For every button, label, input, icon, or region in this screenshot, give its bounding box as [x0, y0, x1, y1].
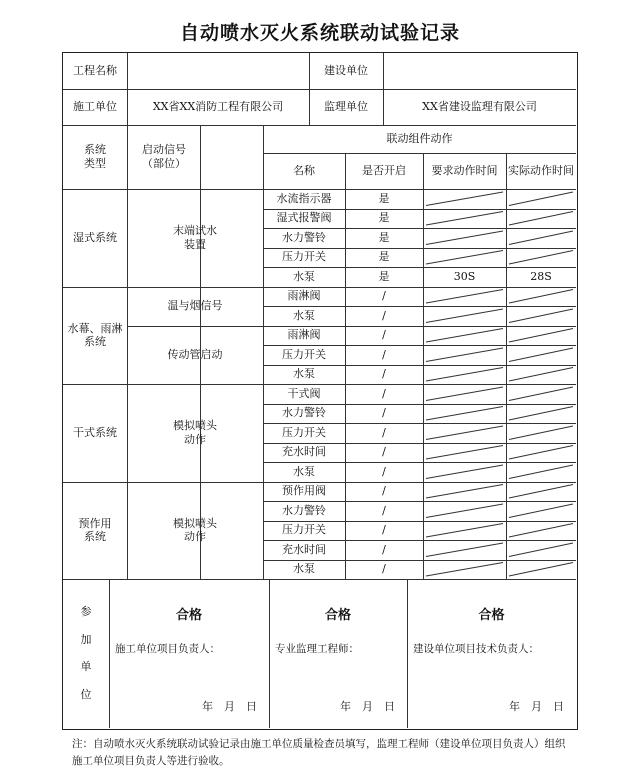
component-name-cell: 压力开关	[282, 250, 326, 264]
hatch-line	[426, 212, 503, 226]
system-type-cell: 预作用 系统	[78, 516, 112, 544]
is-open-cell: /	[382, 445, 386, 459]
is-open-cell: 是	[378, 250, 390, 264]
is-open-cell: /	[382, 503, 386, 517]
hatch-line	[509, 348, 573, 362]
verdict-text: 合格	[324, 607, 351, 623]
required-time-cell: 30S	[453, 269, 476, 283]
project-name-label: 工程名称	[73, 64, 117, 78]
component-name-cell: 水泵	[293, 308, 315, 322]
hatch-line	[426, 309, 503, 323]
linkage-action-header: 联动组件动作	[386, 132, 453, 146]
hatch-line	[509, 231, 573, 245]
is-open-cell: /	[382, 308, 386, 322]
hatch-line	[509, 465, 573, 479]
name-header: 名称	[293, 164, 315, 178]
required-time-header: 要求动作时间	[431, 164, 498, 178]
is-open-cell: /	[382, 523, 386, 537]
hatch-line	[426, 231, 503, 245]
signatory-role: 专业监理工程师：	[275, 643, 359, 655]
hatch-line	[426, 192, 503, 206]
verdict-text: 合格	[478, 607, 505, 623]
component-name-cell: 预作用阀	[282, 484, 326, 498]
hatch-line	[426, 504, 503, 518]
hatch-line	[509, 407, 573, 421]
contractor-value: XX省XX消防工程有限公司	[152, 100, 284, 114]
grid-line	[423, 153, 424, 579]
project-name-value	[127, 53, 309, 89]
hatch-line	[426, 251, 503, 265]
component-name-cell: 充水时间	[282, 542, 326, 556]
group-divider	[63, 579, 576, 580]
hatch-line	[509, 387, 573, 401]
component-name-cell: 压力开关	[282, 523, 326, 537]
footnote: 注：自动喷水灭火系统联动试验记录由施工单位质量检查员填写，监理工程师（建设单位项目负责人）组织施工单位项目负责人等进行验收。	[72, 738, 566, 767]
hatch-line	[426, 329, 503, 343]
signature-date: 年 月 日	[340, 700, 395, 714]
hatch-line	[509, 329, 573, 343]
hatch-line	[509, 368, 573, 382]
hatch-line	[509, 563, 573, 577]
is-open-cell: /	[382, 425, 386, 439]
component-name-cell: 湿式报警阀	[276, 211, 332, 225]
is-open-cell: 是	[378, 230, 390, 244]
system-type-cell: 湿式系统	[73, 230, 117, 244]
verdict-text: 合格	[175, 607, 202, 623]
hatch-line	[426, 524, 503, 538]
is-open-cell: 是	[378, 269, 390, 283]
hatch-line	[426, 387, 503, 401]
builder-label: 建设单位	[324, 64, 368, 78]
signature-date: 年 月 日	[509, 700, 564, 714]
trigger-signal-cell: 模拟喷头 动作	[173, 516, 217, 544]
hatch-line	[509, 504, 573, 518]
signature-date: 年 月 日	[202, 700, 257, 714]
hatch-line	[426, 485, 503, 499]
hatch-line	[509, 212, 573, 226]
system-type-cell: 干式系统	[73, 425, 117, 439]
is-open-cell: /	[382, 464, 386, 478]
is-open-cell: 是	[378, 211, 390, 225]
supervisor-value: XX省建设监理有限公司	[422, 100, 537, 114]
signatory-role: 施工单位项目负责人：	[115, 643, 220, 655]
is-open-cell: /	[382, 289, 386, 303]
trigger-signal-cell: 模拟喷头 动作	[173, 419, 217, 446]
component-name-cell: 水泵	[293, 562, 315, 576]
system-type-header: 系统 类型	[84, 143, 106, 170]
is-open-cell: /	[382, 386, 386, 400]
is-open-header: 是否开启	[362, 164, 406, 178]
hatch-line	[509, 290, 573, 304]
hatch-line	[426, 446, 503, 460]
trigger-signal-cell: 末端试水 装置	[173, 224, 217, 251]
linkage-test-form	[62, 52, 578, 730]
trigger-signal-cell: 传动管启动	[167, 347, 223, 361]
component-name-cell: 压力开关	[282, 425, 326, 439]
hatch-line	[426, 368, 503, 382]
is-open-cell: /	[382, 328, 386, 342]
is-open-cell: /	[382, 542, 386, 556]
hatch-line	[426, 348, 503, 362]
system-type-cell: 水幕、雨淋 系统	[67, 321, 123, 349]
is-open-cell: /	[382, 367, 386, 381]
contractor-label: 施工单位	[73, 100, 117, 114]
component-name-cell: 水泵	[293, 269, 315, 283]
component-name-cell: 水力警铃	[282, 406, 326, 420]
grid-line	[506, 153, 507, 579]
component-name-cell: 压力开关	[282, 347, 326, 361]
component-name-cell: 充水时间	[282, 445, 326, 459]
builder-value	[383, 53, 576, 89]
component-name-cell: 干式阀	[287, 386, 321, 400]
component-name-cell: 水流指示器	[276, 191, 332, 205]
actual-time-cell: 28S	[530, 269, 552, 283]
hatch-line	[426, 290, 503, 304]
hatch-line	[426, 563, 503, 577]
actual-time-header: 实际动作时间	[508, 164, 574, 178]
component-name-cell: 雨淋阀	[287, 289, 321, 303]
component-name-cell: 水力警铃	[282, 230, 326, 244]
hatch-line	[509, 251, 573, 265]
hatch-line	[509, 426, 573, 440]
component-name-cell: 雨淋阀	[287, 328, 321, 342]
hatch-line	[426, 407, 503, 421]
is-open-cell: /	[382, 347, 386, 361]
hatch-line	[509, 309, 573, 323]
trigger-signal-header: 启动信号 （部位）	[142, 143, 186, 170]
form-title: 自动喷水灭火系统联动试验记录	[179, 22, 460, 44]
hatch-line	[509, 543, 573, 557]
signatory-role: 建设单位项目技术负责人：	[413, 643, 539, 655]
is-open-cell: 是	[378, 191, 390, 205]
hatch-line	[509, 446, 573, 460]
participating-units-label: 参 加 单 位	[80, 605, 92, 701]
hatch-line	[509, 192, 573, 206]
hatch-line	[509, 524, 573, 538]
hatch-line	[426, 426, 503, 440]
supervisor-label: 监理单位	[324, 100, 368, 114]
hatch-line	[509, 485, 573, 499]
component-name-cell: 水力警铃	[282, 503, 326, 517]
trigger-signal-cell: 温与烟信号	[167, 299, 223, 313]
component-name-cell: 水泵	[293, 367, 315, 381]
component-name-cell: 水泵	[293, 464, 315, 478]
is-open-cell: /	[382, 406, 386, 420]
hatch-line	[426, 543, 503, 557]
is-open-cell: /	[382, 484, 386, 498]
hatch-line	[426, 465, 503, 479]
is-open-cell: /	[382, 562, 386, 576]
